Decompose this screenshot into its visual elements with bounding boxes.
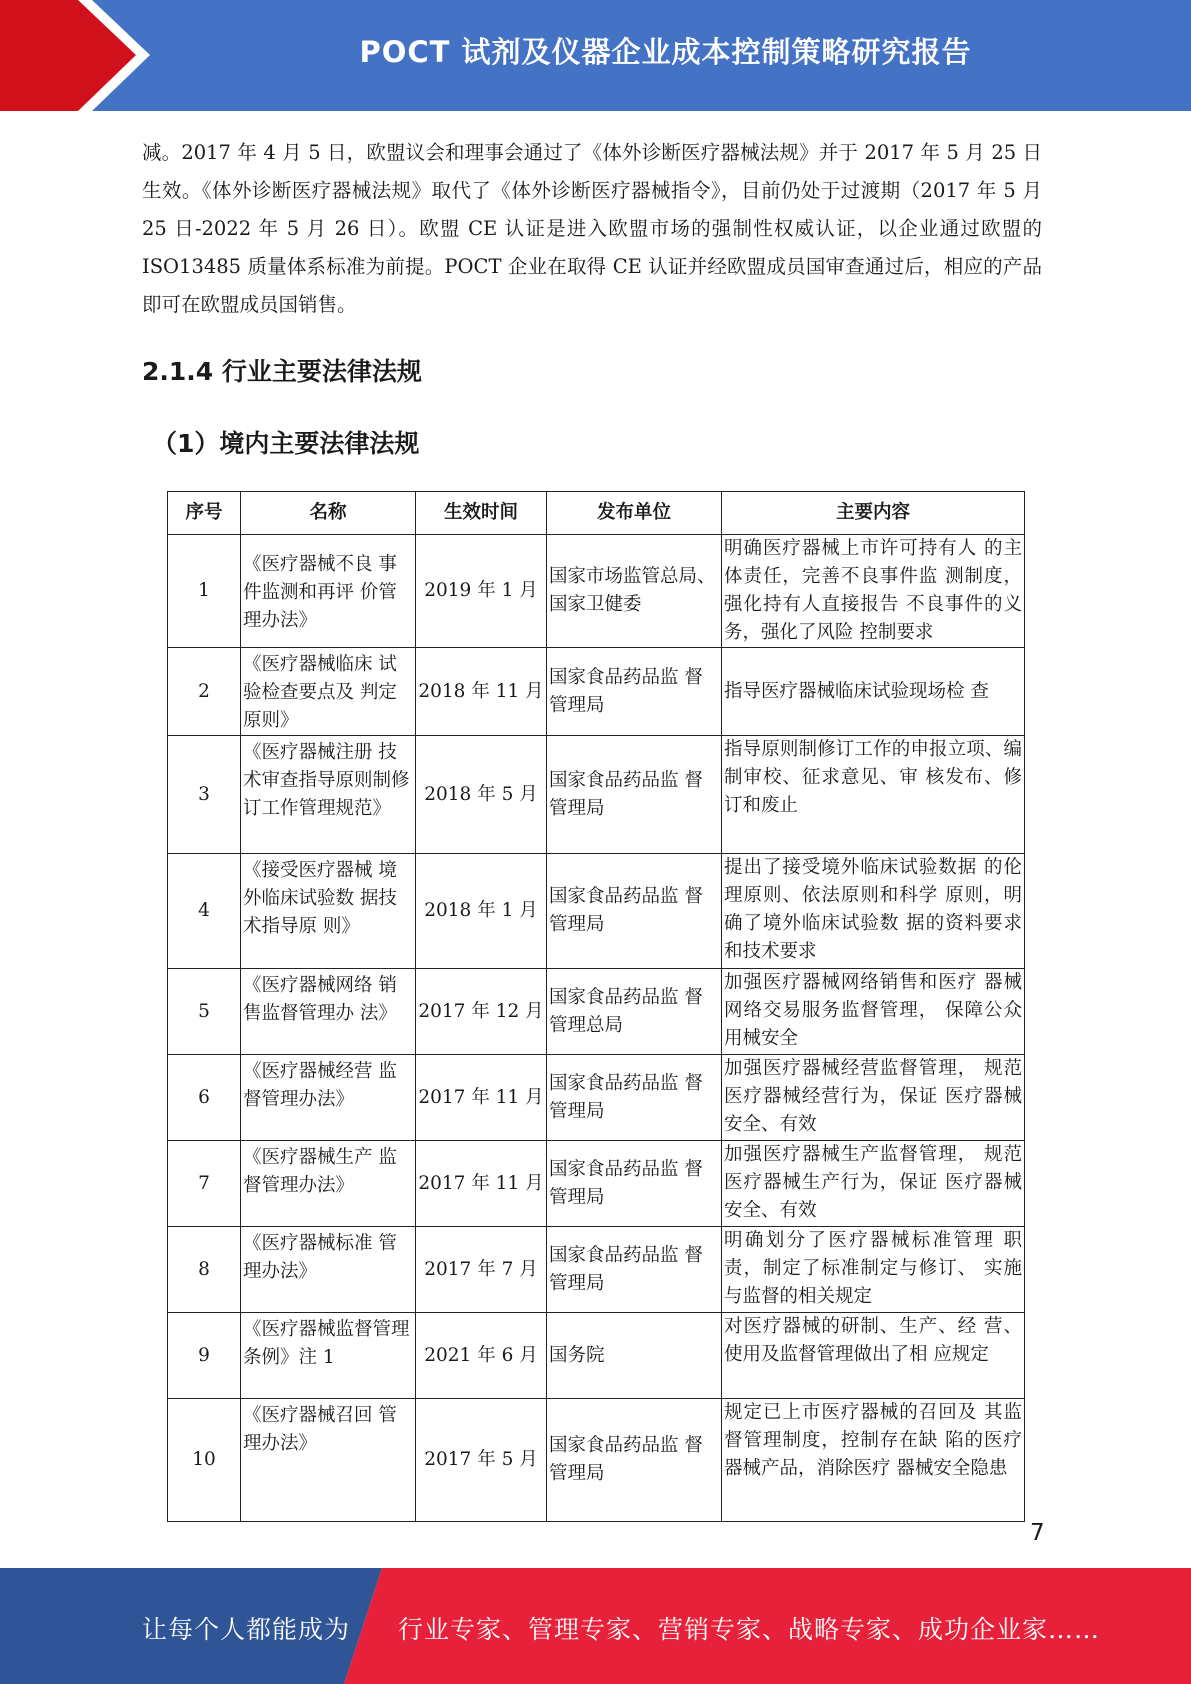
header-name: 名称 [241,492,416,535]
cell-publisher: 国家食品药品监 督管理局 [547,736,722,854]
header-arrow-icon [0,0,160,111]
cell-date: 2019 年 1 月 [416,535,547,648]
cell-name: 《接受医疗器械 境外临床试验数 据技术指导原 则》 [241,854,416,969]
cell-name: 《医疗器械网络 销售监督管理办 法》 [241,969,416,1055]
page-header [0,0,1191,111]
cell-no: 5 [168,969,241,1055]
table-row [168,1055,1025,1141]
cell-date: 2021 年 6 月 [416,1313,547,1399]
cell-no: 7 [168,1141,241,1227]
cell-no: 4 [168,854,241,969]
cell-publisher: 国家食品药品监 督管理局 [547,854,722,969]
table-row [168,854,1025,969]
cell-name: 《医疗器械临床 试验检查要点及 判定原则》 [241,648,416,736]
cell-content: 提出了接受境外临床试验数据 的伦理原则、依法原则和科学 原则，明确了境外临床试验数 据的资料要求和技术要求 [722,854,1025,969]
table-header-row [168,492,1025,535]
cell-publisher: 国家食品药品监 督管理局 [547,1227,722,1313]
cell-no: 1 [168,535,241,648]
cell-no: 10 [168,1399,241,1522]
cell-name: 《医疗器械不良 事件监测和再评 价管理办法》 [241,535,416,648]
cell-content: 指导原则制修订工作的申报立项、编制审校、征求意见、审 核发布、修订和废止 [722,736,1025,854]
cell-date: 2017 年 11 月 [416,1055,547,1141]
table-row [168,736,1025,854]
intro-paragraph: 减。2017 年 4 月 5 日，欧盟议会和理事会通过了《体外诊断医疗器械法规》并于 2017 年 5 月 25 日生效。《体外诊断医疗器械法规》取代了《体外诊断医疗器械指令》，目前仍处于过渡期（2017 年 5 月 25 日-2022 年 5 月 26 日）。欧盟 CE 认证是进入欧盟市场的强制性权威认证，以企业通过欧盟的 ISO13485 质量体系标准为前提。POCT 企业在取得 CE 认证并经欧盟成员国审查通过后，相应的产品即可在欧盟成员国销售。 [142,141,1042,316]
report-title: POCT 试剂及仪器企业成本控制策略研究报告 [359,35,972,69]
cell-no: 6 [168,1055,241,1141]
cell-publisher: 国家食品药品监 督管理局 [547,1055,722,1141]
header-no: 序号 [168,492,241,535]
cell-content: 对医疗器械的研制、生产、经 营、使用及监督管理做出了相 应规定 [722,1313,1025,1399]
cell-content: 明确划分了医疗器械标准管理 职责，制定了标准制定与修订、 实施与监督的相关规定 [722,1227,1025,1313]
cell-name: 《医疗器械经营 监督管理办法》 [241,1055,416,1141]
cell-name: 《医疗器械注册 技术审查指导原则制修订工作管理规范》 [241,736,416,854]
section-heading: 2.1.4 行业主要法律法规 [142,357,422,386]
cell-date: 2018 年 5 月 [416,736,547,854]
cell-no: 2 [168,648,241,736]
cell-name: 《医疗器械生产 监督管理办法》 [241,1141,416,1227]
cell-no: 3 [168,736,241,854]
cell-content: 加强医疗器械经营监督管理， 规范医疗器械经营行为，保证 医疗器械安全、有效 [722,1055,1025,1141]
cell-publisher: 国家食品药品监 督管理总局 [547,969,722,1055]
header-publisher: 发布单位 [547,492,722,535]
cell-no: 9 [168,1313,241,1399]
cell-publisher: 国家食品药品监 督管理局 [547,648,722,736]
table-row [168,648,1025,736]
cell-date: 2018 年 1 月 [416,854,547,969]
cell-content: 加强医疗器械网络销售和医疗 器械网络交易服务监督管理， 保障公众用械安全 [722,969,1025,1055]
cell-date: 2017 年 12 月 [416,969,547,1055]
table-row [168,969,1025,1055]
header-date: 生效时间 [416,492,547,535]
body-content [142,134,1042,324]
footer-slogan-left: 让每个人都能成为 [142,1615,351,1644]
cell-name: 《医疗器械召回 管理办法》 [241,1399,416,1522]
table-row [168,1227,1025,1313]
table-row [168,1141,1025,1227]
cell-content: 规定已上市医疗器械的召回及 其监督管理制度，控制存在缺 陷的医疗器械产品，消除医疗 器械安全隐患 [722,1399,1025,1522]
cell-name: 《医疗器械标准 管理办法》 [241,1227,416,1313]
footer-slogan-right: 行业专家、管理专家、营销专家、战略专家、成功企业家…… [398,1615,1101,1644]
cell-date: 2017 年 5 月 [416,1399,547,1522]
sub-heading: （1）境内主要法律法规 [152,429,420,458]
page-number: 7 [1030,1520,1045,1546]
cell-content: 明确医疗器械上市许可持有人 的主体责任，完善不良事件监 测制度，强化持有人直接报告 不良事件的义务，强化了风险 控制要求 [722,535,1025,648]
header-content: 主要内容 [722,492,1025,535]
cell-publisher: 国家市场监管总局、国家卫健委 [547,535,722,648]
table-row [168,535,1025,648]
cell-publisher: 国务院 [547,1313,722,1399]
cell-name: 《医疗器械监督管理条例》注 1 [241,1313,416,1399]
cell-publisher: 国家食品药品监 督管理局 [547,1399,722,1522]
table-row [168,1399,1025,1522]
cell-date: 2018 年 11 月 [416,648,547,736]
law-table [167,491,1025,1522]
cell-date: 2017 年 11 月 [416,1141,547,1227]
cell-content: 指导医疗器械临床试验现场检 查 [722,648,1025,736]
cell-no: 8 [168,1227,241,1313]
cell-content: 加强医疗器械生产监督管理， 规范医疗器械生产行为，保证 医疗器械安全、有效 [722,1141,1025,1227]
page-footer [0,1568,1191,1684]
table-row [168,1313,1025,1399]
cell-publisher: 国家食品药品监 督管理局 [547,1141,722,1227]
cell-date: 2017 年 7 月 [416,1227,547,1313]
